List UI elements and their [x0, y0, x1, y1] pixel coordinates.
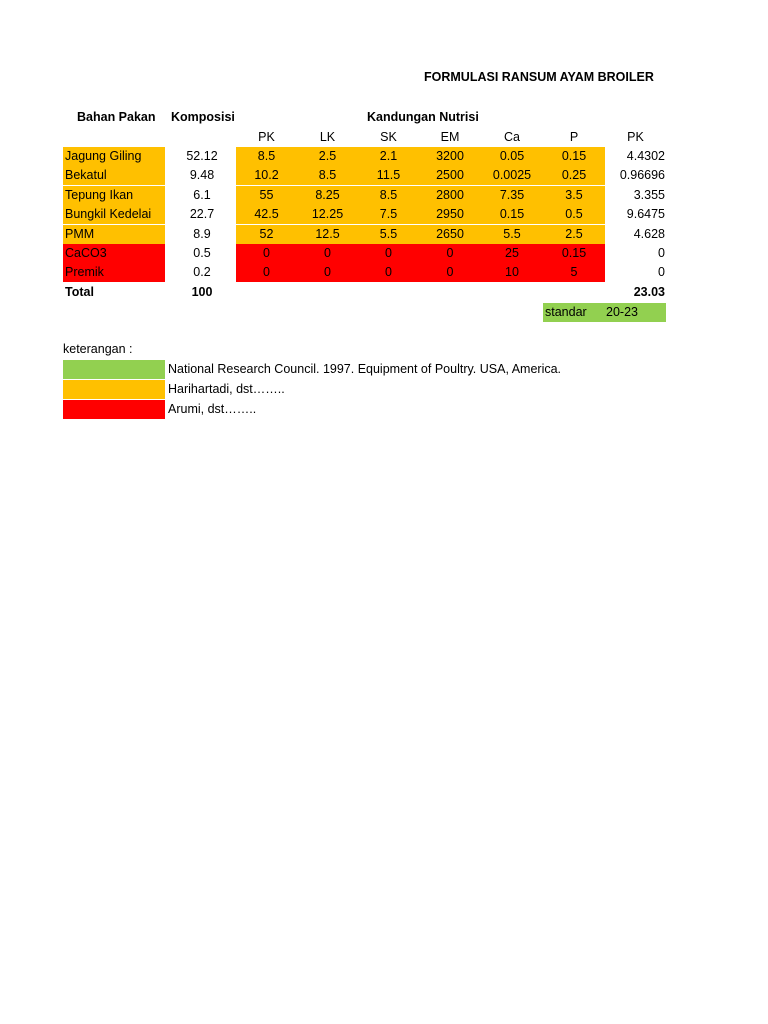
table-row — [0, 225, 768, 244]
row-nutrient-value: 0.05 — [499, 149, 525, 163]
row-nutrient-value: 0.15 — [561, 246, 587, 260]
legend-text-red: Arumi, dst…….. — [168, 402, 257, 416]
row-nutrient-value: 0 — [324, 246, 331, 260]
row-nutrient-value: 0.15 — [561, 149, 587, 163]
row-komposisi: 52.12 — [186, 149, 218, 163]
row-nutrient-value: 5.5 — [379, 227, 398, 241]
row-nutrient-value: 0 — [324, 265, 331, 279]
table-row — [0, 263, 768, 282]
standar-value: 20-23 — [606, 305, 638, 319]
row-nutrient-value: 0 — [263, 265, 270, 279]
table-row — [0, 166, 768, 185]
row-nutrient-value: 11.5 — [376, 168, 401, 182]
row-nutrient-value: 8.5 — [318, 168, 337, 182]
standar-label: standar — [545, 305, 587, 319]
row-pk-contribution: 0 — [658, 246, 665, 260]
legend-text-orange: Harihartadi, dst…….. — [168, 382, 285, 396]
row-nutrient-value: 8.5 — [257, 149, 276, 163]
row-bahan-pakan: Bekatul — [63, 166, 165, 185]
row-nutrient-value: 2800 — [436, 188, 464, 202]
subheader-ca: Ca — [504, 130, 520, 144]
legend-title: keterangan : — [63, 342, 133, 356]
row-pk-contribution: 9.6475 — [626, 207, 665, 221]
row-nutrient-value: 3200 — [436, 149, 464, 163]
row-nutrient-value: 52 — [259, 227, 274, 241]
header-bahan-pakan: Bahan Pakan — [77, 110, 156, 124]
row-bahan-pakan: Jagung Giling — [63, 147, 165, 166]
row-nutrient-value: 25 — [505, 246, 519, 260]
row-nutrient-value: 0.0025 — [492, 168, 532, 182]
subheader-em: EM — [440, 130, 460, 144]
header-kandungan-nutrisi: Kandungan Nutrisi — [367, 110, 479, 124]
row-komposisi: 22.7 — [189, 207, 215, 221]
row-nutrient-value: 0.25 — [561, 168, 587, 182]
total-label: Total — [65, 285, 94, 299]
row-pk-contribution: 3.355 — [633, 188, 665, 202]
row-nutrient-value: 3.5 — [565, 188, 583, 202]
row-nutrient-value: 7.5 — [379, 207, 398, 221]
row-komposisi: 0.2 — [193, 265, 211, 279]
row-bahan-pakan: PMM — [63, 225, 165, 244]
table-row — [0, 147, 768, 166]
row-nutrient-value: 12.25 — [311, 207, 344, 221]
row-nutrient-value: 42.5 — [254, 207, 279, 221]
row-pk-contribution: 4.4302 — [626, 149, 665, 163]
row-nutrient-value: 0.5 — [565, 207, 583, 221]
subheader-sk: SK — [380, 130, 397, 144]
total-komposisi: 100 — [191, 285, 213, 299]
row-pk-contribution: 4.628 — [633, 227, 665, 241]
header-komposisi: Komposisi — [171, 110, 235, 124]
table-row — [0, 205, 768, 224]
legend-swatch-orange — [63, 380, 165, 399]
row-komposisi: 9.48 — [189, 168, 215, 182]
legend-text-green: National Research Council. 1997. Equipment of Poultry. USA, America. — [168, 362, 562, 376]
row-pk-contribution: 0.96696 — [619, 168, 665, 182]
row-nutrient-value: 0 — [263, 246, 270, 260]
row-komposisi: 8.9 — [193, 227, 211, 241]
row-nutrient-value: 55 — [259, 188, 274, 202]
subheader-pk: PK — [258, 130, 275, 144]
row-bahan-pakan: Tepung Ikan — [63, 186, 165, 205]
row-pk-contribution: 0 — [658, 265, 665, 279]
row-nutrient-value: 10.2 — [254, 168, 279, 182]
row-nutrient-value: 2.5 — [318, 149, 337, 163]
row-nutrient-value: 2950 — [436, 207, 464, 221]
row-nutrient-value: 5 — [570, 265, 578, 279]
row-nutrient-value: 0.15 — [499, 207, 525, 221]
row-nutrient-value: 0 — [385, 246, 392, 260]
row-nutrient-value: 10 — [505, 265, 519, 279]
row-komposisi: 0.5 — [193, 246, 211, 260]
row-nutrient-value: 2650 — [436, 227, 464, 241]
row-komposisi: 6.1 — [193, 188, 211, 202]
total-pk: 23.03 — [633, 285, 665, 299]
row-nutrient-value: 0 — [385, 265, 392, 279]
subheader-pk-total: PK — [627, 130, 644, 144]
standar-row — [0, 303, 768, 322]
row-nutrient-value: 7.35 — [499, 188, 525, 202]
table-row — [0, 186, 768, 205]
row-nutrient-value: 0 — [446, 265, 454, 279]
row-nutrient-value: 2.5 — [565, 227, 583, 241]
legend-swatch-green — [63, 360, 165, 379]
row-bahan-pakan: Premik — [63, 263, 165, 282]
row-nutrient-value: 5.5 — [503, 227, 521, 241]
table-row — [0, 244, 768, 263]
row-nutrient-value: 8.25 — [315, 188, 340, 202]
row-nutrient-value: 0 — [446, 246, 454, 260]
row-nutrient-value: 2500 — [436, 168, 464, 182]
legend-swatch-red — [63, 400, 165, 419]
row-nutrient-value: 2.1 — [379, 149, 398, 163]
row-nutrient-value: 12.5 — [315, 227, 340, 241]
total-row — [0, 283, 768, 302]
row-bahan-pakan: CaCO3 — [63, 244, 165, 263]
subheader-lk: LK — [319, 130, 336, 144]
row-nutrient-value: 8.5 — [379, 188, 398, 202]
page-title: FORMULASI RANSUM AYAM BROILER — [424, 70, 654, 84]
row-bahan-pakan: Bungkil Kedelai — [63, 205, 165, 224]
subheader-p: P — [569, 130, 579, 144]
